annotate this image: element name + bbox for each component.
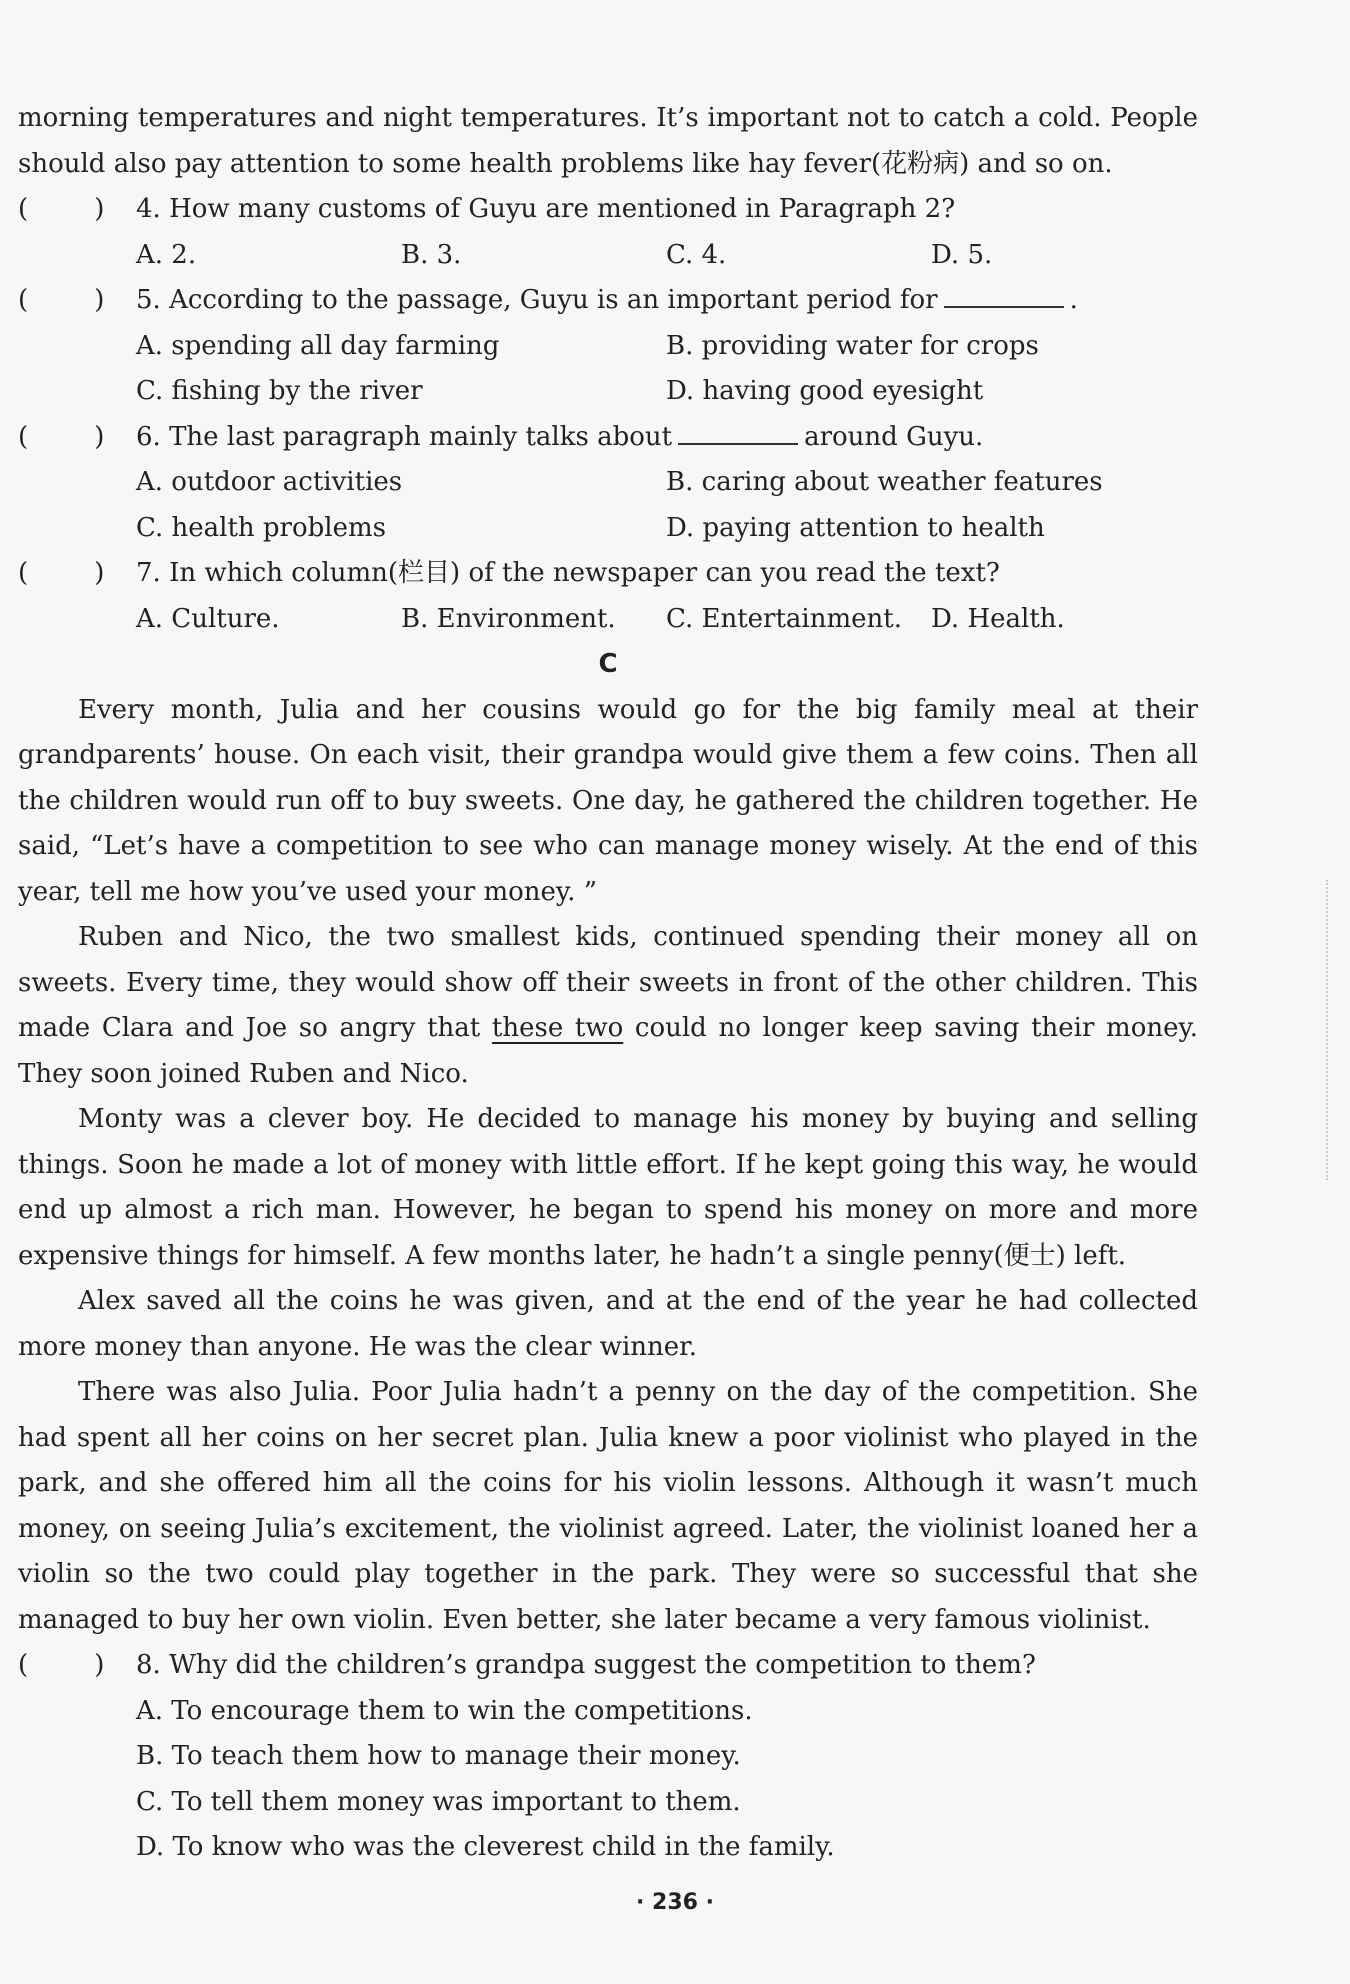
fill-blank — [678, 415, 798, 445]
paragraph-text-after: could no longer keep saving their money. They soon joined Ruben and Nico. — [18, 1013, 1198, 1089]
option-a: A. outdoor activities — [136, 467, 403, 497]
question-4 — [18, 187, 1198, 233]
question-7-options — [18, 597, 1198, 643]
question-text-after: around Guyu. — [804, 421, 984, 452]
passage-paragraph-3: Monty was a clever boy. He decided to manage his money by buying and selling things. Soon he made a lot of money with little effort. If he kept going this way, he would end up almost a rich man. However, he began to spend his money on more and more expensive things for himself. A few months later, he hadn’t a single penny(便士) left. — [18, 1104, 1198, 1271]
section-title: C — [598, 649, 618, 679]
option-c: C. health problems — [136, 512, 386, 543]
paragraph-text-before: Ruben and Nico, the two smallest kids, continued spending their money all on sweets. Every time, they would show off their sweets in front of the other children. This made Clara and Joe so angry that — [18, 922, 1198, 1043]
question-text — [136, 415, 983, 461]
question-text-before: 6. The last paragraph mainly talks about — [136, 421, 673, 452]
option-d: D. paying attention to health — [666, 512, 1045, 543]
underlined-phrase: these two — [491, 1013, 624, 1043]
option-c: C. fishing by the river — [136, 376, 423, 406]
option-b: B. caring about weather features — [666, 467, 1103, 497]
option-a: A. 2. — [136, 239, 197, 270]
option-d: D. Health. — [931, 603, 1065, 634]
option-a: A. To encourage them to win the competitions. — [136, 1695, 753, 1726]
passage-paragraph-5: There was also Julia. Poor Julia hadn’t a penny on the day of the competition. She had spent all her coins on her secret plan. Julia knew a poor violinist who played in the park, and she offered him all the coins for his violin lessons. Although it wasn’t much money, on seeing Julia’s excitement, the violinist agreed. Later, the violinist loaned her a violin so the two could play together in the park. They were so successful that she managed to buy her own violin. Even better, she later became a very famous violinist. — [18, 1377, 1198, 1635]
option-c: C. Entertainment. — [666, 603, 902, 634]
question-text — [136, 278, 1078, 324]
passage-paragraph-4: Alex saved all the coins he was given, and at the end of the year he had collected more money than anyone. He was the clear winner. — [18, 1286, 1198, 1362]
answer-bracket: ( ) — [18, 1650, 105, 1680]
question-4-options — [18, 233, 1198, 279]
question-text-before: 5. According to the passage, Guyu is an important period for — [136, 285, 938, 315]
question-5 — [18, 278, 1198, 324]
question-7 — [18, 551, 1198, 597]
option-b: B. 3. — [401, 239, 462, 270]
answer-bracket: ( ) — [18, 194, 105, 224]
passage-paragraph-2 — [18, 915, 1198, 1097]
answer-bracket: ( ) — [18, 421, 105, 452]
fill-blank — [944, 278, 1064, 308]
answer-bracket: ( ) — [18, 558, 105, 588]
scan-edge-marks — [1326, 880, 1332, 1180]
option-b: B. Environment. — [401, 603, 616, 634]
question-text-after: . — [1069, 285, 1078, 315]
answer-bracket: ( ) — [18, 285, 105, 315]
question-8-options — [18, 1689, 1198, 1871]
option-b: B. providing water for crops — [666, 330, 1039, 361]
option-a: A. Culture. — [136, 603, 280, 634]
page-content — [18, 96, 1198, 1871]
option-d: D. having good eyesight — [666, 376, 984, 406]
option-d: D. To know who was the cleverest child in the family. — [136, 1832, 835, 1862]
question-5-options — [18, 324, 1198, 415]
question-text: 8. Why did the children’s grandpa suggest the competition to them? — [136, 1650, 1036, 1680]
option-c: C. To tell them money was important to them. — [136, 1786, 741, 1817]
question-text: 7. In which column(栏目) of the newspaper can you read the text? — [136, 558, 1000, 588]
option-d: D. 5. — [931, 239, 993, 270]
intro-paragraph: morning temperatures and night temperatures. It’s important not to catch a cold. People should also pay attention to some health problems like hay fever(花粉病) and so on. — [18, 103, 1198, 179]
passage-paragraph-1: Every month, Julia and her cousins would go for the big family meal at their grandparents’ house. On each visit, their grandpa would give them a few coins. Then all the children would run off to buy sweets. One day, he gathered the children together. He said, “Let’s have a competition to see who can manage money wisely. At the end of this year, tell me how you’ve used your money. ” — [18, 694, 1198, 907]
question-text: 4. How many customs of Guyu are mentioned in Paragraph 2? — [136, 194, 956, 224]
question-8 — [18, 1643, 1198, 1689]
question-6-options — [18, 460, 1198, 551]
option-b: B. To teach them how to manage their money. — [136, 1741, 741, 1771]
option-c: C. 4. — [666, 239, 727, 270]
option-a: A. spending all day farming — [136, 330, 500, 361]
page-number: · 236 · — [636, 1890, 714, 1915]
question-6 — [18, 415, 1198, 461]
